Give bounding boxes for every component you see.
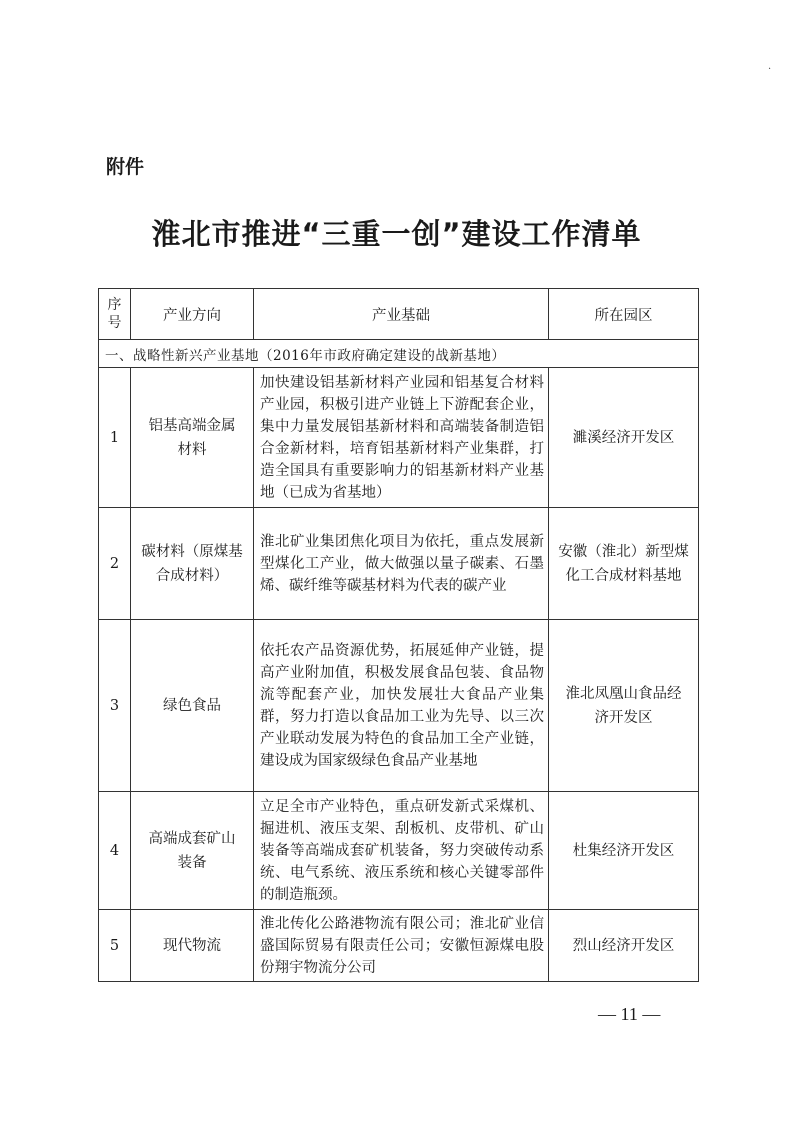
row-direction [131,508,254,620]
row-park [549,508,699,620]
row-park: 濉溪经济开发区 [549,368,699,508]
row-base: 立足全市产业特色，重点研发新式采煤机、掘进机、液压支架、刮板机、皮带机、矿山装备等高端成套矿机装备，努力突破传动系统、电气系统、液压系统和核心关键零部件的制造瓶颈。 [254,792,549,910]
page-number: — 11 — [598,1004,661,1024]
row-base: 淮北矿业集团焦化项目为依托，重点发展新型煤化工产业，做大做强以量子碳素、石墨烯、碳纤维等碳基材料为代表的碳产业 [254,508,549,620]
row-park: 杜集经济开发区 [549,792,699,910]
attachment-label: 附件 [106,156,145,178]
section-title: 一、战略性新兴产业基地（2016年市政府确定建设的战新基地） [99,340,699,368]
page-title: 淮北市推进“三重一创”建设工作清单 [151,217,642,251]
row-no: 3 [99,620,131,792]
row-no: 4 [99,792,131,910]
table-row [99,620,699,792]
row-direction-text: 高端成套矿山装备 [148,830,236,871]
header-base: 产业基础 [254,289,549,340]
row-direction [131,792,254,910]
row-no: 5 [99,910,131,982]
table-row [99,368,699,508]
row-direction: 现代物流 [131,910,254,982]
row-base: 依托农产品资源优势，拓展延伸产业链，提高产业附加值，积极发展食品包装、食品物流等配套产业，加快发展壮大食品产业集群，努力打造以食品加工业为先导、以三次产业联动发展为特色的食品加工全产业链，建设成为国家级绿色食品产业基地 [254,620,549,792]
row-base: 加快建设铝基新材料产业园和铝基复合材料产业园，积极引进产业链上下游配套企业，集中力量发展铝基新材料和高端装备制造铝合金新材料，培育铝基新材料产业集群，打造全国具有重要影响力的铝基新材料产业基地（已成为省基地） [254,368,549,508]
row-direction [131,368,254,508]
section-row [99,340,699,368]
row-park [549,620,699,792]
row-direction-text: 铝基高端金属材料 [148,417,236,458]
header-no [99,289,131,340]
header-no-label: 序号 [107,297,122,331]
row-direction: 绿色食品 [131,620,254,792]
row-park-text: 淮北凤凰山食品经济开发区 [565,685,682,726]
header-park: 所在园区 [549,289,699,340]
table-header-row [99,289,699,340]
row-base: 淮北传化公路港物流有限公司；淮北矿业信盛国际贸易有限责任公司；安徽恒源煤电股份翔宇物流分公司 [254,910,549,982]
header-direction: 产业方向 [131,289,254,340]
row-no: 1 [99,368,131,508]
row-park-text: 安徽（淮北）新型煤化工合成材料基地 [558,543,689,584]
table-row [99,910,699,982]
row-no: 2 [99,508,131,620]
corner-mark: · [768,64,772,75]
row-park: 烈山经济开发区 [549,910,699,982]
work-list-table [98,288,699,982]
row-direction-text: 碳材料（原煤基合成材料） [141,543,243,584]
table-row [99,508,699,620]
table-row [99,792,699,910]
